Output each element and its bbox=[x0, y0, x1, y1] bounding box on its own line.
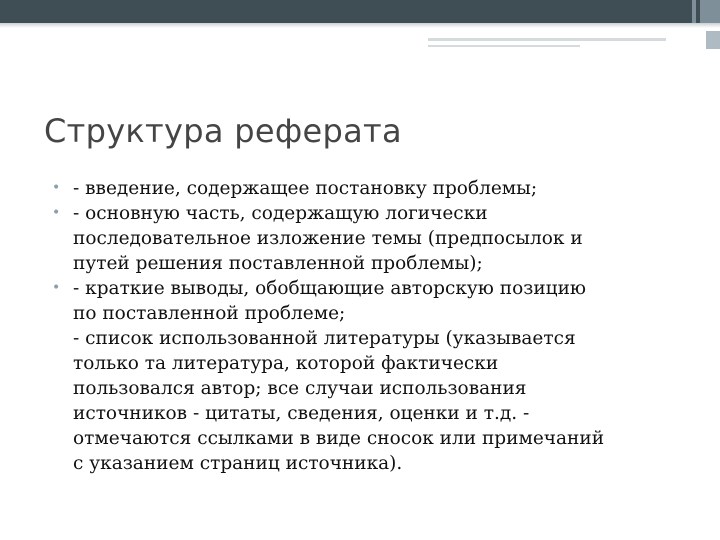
list-item-text: - введение, содержащее постановку проблемы; bbox=[73, 178, 538, 199]
decorative-line bbox=[428, 38, 666, 41]
bullet-list bbox=[52, 176, 692, 476]
list-item bbox=[52, 176, 692, 201]
bullet-icon: • bbox=[52, 205, 61, 221]
decorative-line bbox=[428, 45, 580, 47]
slide-title: Структура реферата bbox=[44, 112, 402, 150]
top-band-shadow bbox=[0, 23, 720, 28]
list-item bbox=[52, 201, 692, 276]
list-item-text: - основную часть, содержащую логически последовательное изложение темы (предпосылок и путей решения поставленной проблемы); bbox=[73, 203, 583, 274]
top-band bbox=[0, 0, 720, 23]
decorative-edge-mark bbox=[706, 31, 720, 49]
list-item bbox=[52, 276, 692, 476]
list-item-text: - краткие выводы, обобщающие авторскую позицию по поставленной проблеме; - список использованной литературы (указывается только та литература, которой фактически пользовался автор; все случаи использования источников - цитаты, сведения, оценки и т.д. - отмечаются ссылками в виде сносок или примечаний с указанием страниц источника). bbox=[73, 278, 605, 474]
top-band-accent bbox=[700, 0, 720, 23]
top-band-accent bbox=[692, 0, 696, 23]
bullet-icon: • bbox=[52, 180, 61, 196]
bullet-icon: • bbox=[52, 280, 61, 296]
